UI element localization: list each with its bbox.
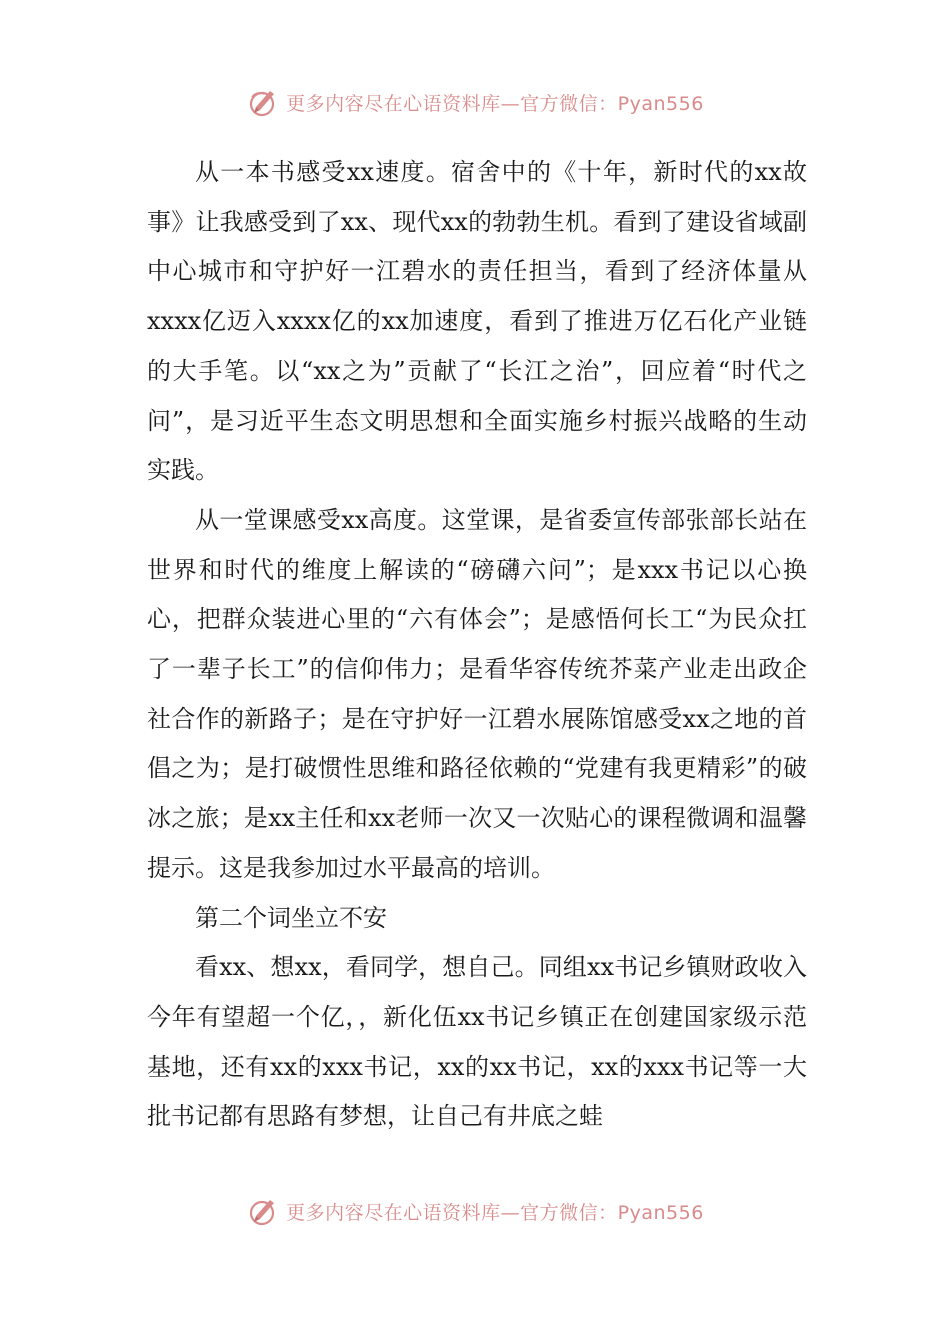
section-heading: 第二个词坐立不安 [195, 903, 387, 932]
watermark-text: 更多内容尽在心语资料库—官方微信：Pyan556 [286, 1201, 704, 1224]
pen-logo-icon [246, 85, 280, 119]
wechat-id: Pyan556 [617, 92, 704, 115]
wechat-id: Pyan556 [617, 1201, 704, 1224]
footer-watermark [0, 1200, 950, 1240]
document-body [147, 148, 807, 1142]
paragraph-3: 看xx、想xx，看同学，想自己。同组xx书记乡镇财政收入今年有望超一个亿，，新化伍xx书记乡镇正在创建国家级示范基地，还有xx的xxx书记，xx的xx书记，xx的xxx书记等一大批书记都有思路有梦想，让自己有井底之蛙 [147, 953, 807, 1131]
header-watermark [0, 80, 950, 124]
paragraph-1: 从一本书感受xx速度。宿舍中的《十年，新时代的xx故事》让我感受到了xx、现代xx的勃勃生机。看到了建设省域副中心城市和守护好一江碧水的责任担当，看到了经济体量从xxxx亿迈入xxxx亿的xx加速度，看到了推进万亿石化产业链的大手笔。以“xx之为”贡献了“长江之治”，回应着“时代之问”，是习近平生态文明思想和全面实施乡村振兴战略的生动实践。 [147, 158, 807, 485]
paragraph-2: 从一堂课感受xx高度。这堂课，是省委宣传部张部长站在世界和时代的维度上解读的“磅礴六问”；是xxx书记以心换心，把群众装进心里的“六有体会”；是感悟何长工“为民众扛了一辈子长工”的信仰伟力；是看华容传统芥菜产业走出政企社合作的新路子；是在守护好一江碧水展陈馆感受xx之地的首倡之为；是打破惯性思维和路径依赖的“党建有我更精彩”的破冰之旅；是xx主任和xx老师一次又一次贴心的课程微调和温馨提示。这是我参加过水平最高的培训。 [147, 505, 807, 882]
watermark-text: 更多内容尽在心语资料库—官方微信：Pyan556 [286, 92, 704, 115]
pen-logo-icon [246, 1200, 280, 1228]
